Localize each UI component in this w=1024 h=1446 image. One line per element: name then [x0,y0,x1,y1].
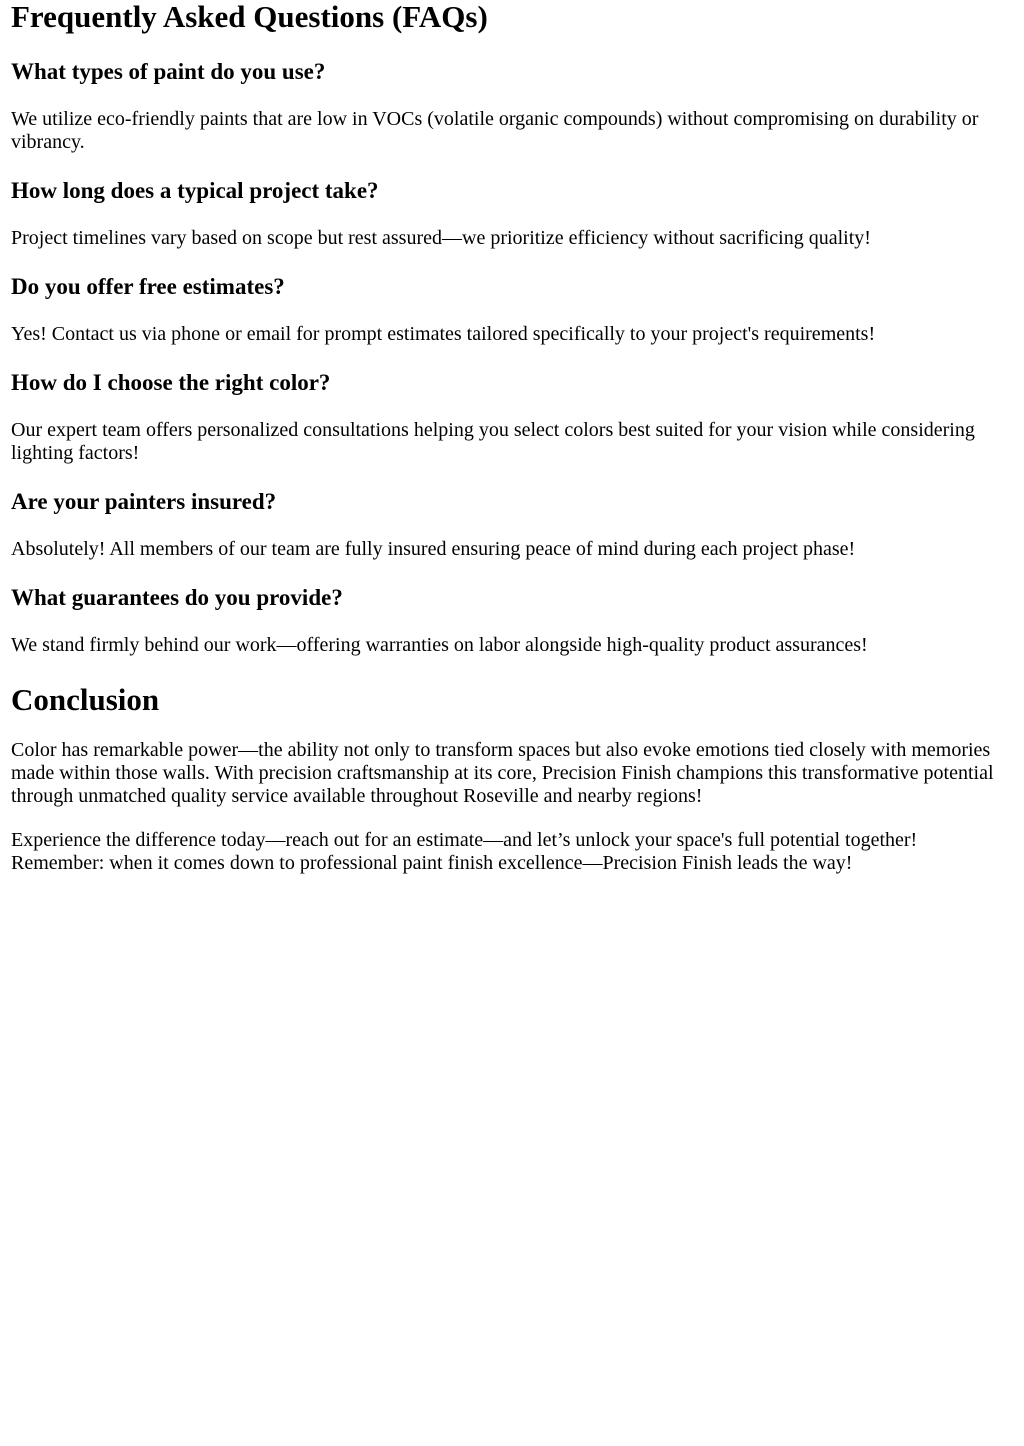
conclusion-heading: Conclusion [11,682,160,717]
faq-answer: Project timelines vary based on scope but rest assured—we prioritize efficiency without sacrificing quality! [11,227,871,249]
faq-item [11,273,1014,346]
conclusion-paragraph: Color has remarkable power—the ability not only to transform spaces but also evoke emotions tied closely with memories made within those walls. With precision craftsmanship at its core, Precision Finish champions this transformative potential through unmatched quality service available throughout Roseville and nearby regions! [11,739,994,807]
faq-answer: We stand firmly behind our work—offering warranties on labor alongside high-quality product assurances! [11,634,868,656]
faq-question: Are your painters insured? [11,489,277,514]
faq-item [11,369,1014,465]
faq-section [11,0,1014,657]
faq-answer: Absolutely! All members of our team are fully insured ensuring peace of mind during each project phase! [11,538,856,560]
faq-question: What guarantees do you provide? [11,585,343,610]
faq-item [11,488,1014,561]
faq-answer: Our expert team offers personalized consultations helping you select colors best suited for your vision while considering lighting factors! [11,419,975,464]
faq-question: How long does a typical project take? [11,178,379,203]
conclusion-section [11,682,1014,875]
faq-question: How do I choose the right color? [11,370,331,395]
faq-item [11,584,1014,657]
faq-item [11,58,1014,154]
faq-heading: Frequently Asked Questions (FAQs) [11,0,488,34]
faq-question: What types of paint do you use? [11,59,326,84]
faq-answer: Yes! Contact us via phone or email for prompt estimates tailored specifically to your project's requirements! [11,323,876,345]
faq-question: Do you offer free estimates? [11,274,285,299]
faq-item [11,177,1014,250]
conclusion-paragraph: Experience the difference today—reach out for an estimate—and let’s unlock your space's full potential together! Remember: when it comes down to professional paint finish excellence—Precision Finish leads the way! [11,829,918,874]
faq-answer: We utilize eco-friendly paints that are low in VOCs (volatile organic compounds) without compromising on durability or vibrancy. [11,108,979,153]
